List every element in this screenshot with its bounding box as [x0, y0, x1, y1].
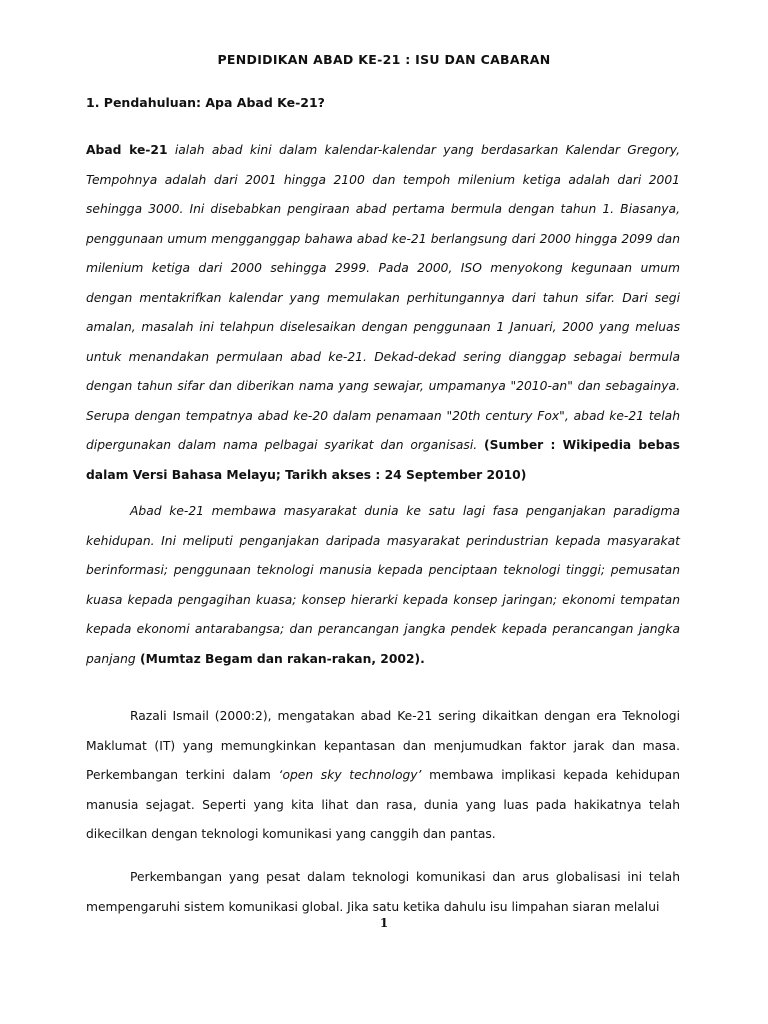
paragraph-text: Perkembangan yang pesat dalam teknologi komunikasi dan arus globalisasi ini telah mempengaruhi sistem komunikasi global. Jika satu ketika dahulu isu limpahan siaran melalui: [86, 870, 680, 914]
paragraph-razali: [86, 702, 680, 850]
paragraph-body: ialah abad kini dalam kalendar-kalendar yang berdasarkan Kalendar Gregory, Tempohnya adalah dari 2001 hingga 2100 dan tempoh milenium ketiga adalah dari 2001 sehingga 3000. Ini disebabkan pengiraan abad pertama bermula dengan tahun 1. Biasanya, penggunaan umum mengganggap bahawa abad ke-21 berlangsung dari 2000 hingga 2099 dan milenium ketiga dari 2000 sehingga 2999. Pada 2000, ISO menyokong kegunaan umum dengan mentakrifkan kalendar yang memulakan perhitungannya dari tahun sifar. Dari segi amalan, masalah ini telahpun diselesaikan dengan penggunaan 1 Januari, 2000 yang meluas untuk menandakan permulaan abad ke-21. Dekad-dekad sering dianggap sebagai bermula dengan tahun sifar dan diberikan nama yang sewajar, umpamanya "2010-an" dan sebagainya. Serupa dengan tempatnya abad ke-20 dalam penamaan "20th century Fox", abad ke-21 telah dipergunakan dalam nama pelbagai syarikat dan organisasi.: [86, 143, 680, 452]
quoted-term: ‘open sky technology’: [278, 768, 422, 782]
citation: (Sumber : Wikipedia bebas dalam Versi Bahasa Melayu; Tarikh akses : 24 September 2010): [86, 438, 680, 482]
paragraph-paradigm: [86, 497, 680, 674]
paragraph-body: Abad ke-21 membawa masyarakat dunia ke satu lagi fasa penganjakan paradigma kehidupan. Ini meliputi penganjakan daripada masyarakat perindustrian kepada masyarakat berinformasi; penggunaan teknologi manusia kepada penciptaan teknologi tinggi; pemusatan kuasa kepada pengagihan kuasa; konsep hierarki kepada konsep jaringan; ekonomi tempatan kepada ekonomi antarabangsa; dan perancangan jangka pendek kepada perancangan jangka panjang: [86, 504, 680, 666]
page-number: 1: [379, 916, 389, 930]
lead-term: Abad ke-21: [86, 143, 168, 157]
paragraph-text: Razali Ismail (2000:2), mengatakan abad Ke-21 sering dikaitkan dengan era Teknologi Maklumat (IT) yang memungkinkan kepantasan dan menjumudkan faktor jarak dan masa. Perkembangan terkini dalam: [86, 709, 680, 782]
paragraph-globalisation: [86, 863, 680, 921]
citation: (Mumtaz Begam dan rakan-rakan, 2002).: [135, 651, 425, 666]
section-heading: 1. Pendahuluan: Apa Abad Ke-21?: [86, 95, 325, 110]
paragraph-text: membawa implikasi kepada kehidupan manusia sejagat. Seperti yang kita lihat dan rasa, dunia yang luas pada hakikatnya telah dikecilkan dengan teknologi komunikasi yang canggih dan pantas.: [86, 768, 680, 841]
document-title: PENDIDIKAN ABAD KE-21 : ISU DAN CABARAN: [217, 52, 551, 67]
paragraph-definition: [86, 136, 680, 490]
